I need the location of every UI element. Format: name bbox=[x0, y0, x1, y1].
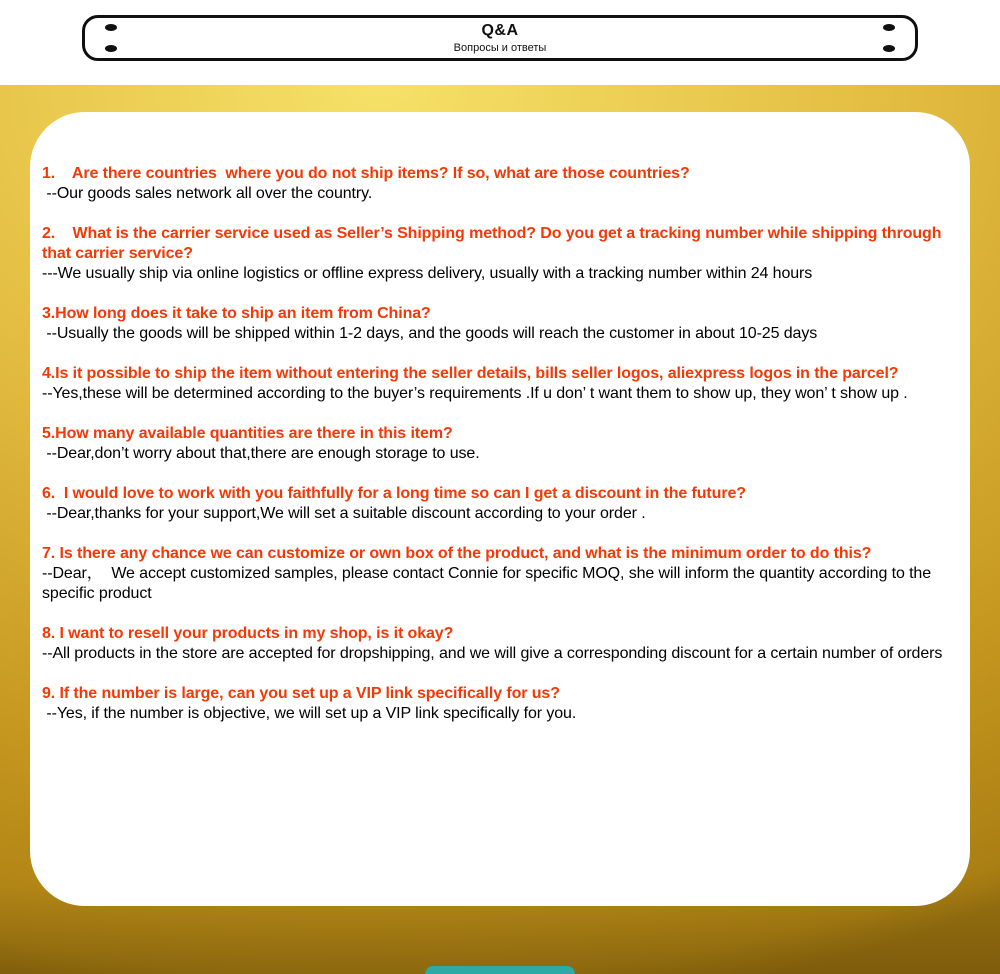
qa-header bbox=[0, 0, 1000, 85]
next-section-peek bbox=[425, 966, 575, 974]
rivet-icon bbox=[105, 45, 117, 52]
qa-answer: --Yes,these will be determined according to the buyer’s requirements .If u don’ t want them to show up, they won’ t show up . bbox=[42, 385, 908, 402]
qa-question: 8. I want to resell your products in my shop, is it okay? bbox=[42, 625, 454, 642]
qa-panel bbox=[30, 112, 970, 906]
qa-question: 4.Is it possible to ship the item without entering the seller details, bills seller logos, aliexpress logos in the parcel? bbox=[42, 365, 899, 382]
section-title: Q&A bbox=[481, 21, 519, 39]
qa-item bbox=[42, 164, 956, 204]
qa-question: 5.How many available quantities are there in this item? bbox=[42, 425, 453, 442]
qa-item bbox=[42, 484, 956, 524]
qa-title-plaque bbox=[82, 15, 918, 61]
qa-item bbox=[42, 684, 956, 724]
rivet-icon bbox=[105, 24, 117, 31]
rivet-icon bbox=[883, 45, 895, 52]
qa-answer: --Dear,thanks for your support,We will set a suitable discount according to your order . bbox=[42, 505, 646, 522]
qa-question: 3.How long does it take to ship an item from China? bbox=[42, 305, 431, 322]
qa-item bbox=[42, 224, 956, 284]
gold-background bbox=[0, 85, 1000, 974]
qa-item bbox=[42, 424, 956, 464]
qa-answer: --Yes, if the number is objective, we will set up a VIP link specifically for you. bbox=[42, 705, 577, 722]
qa-question: 1. Are there countries where you do not ship items? If so, what are those countries? bbox=[42, 165, 690, 182]
qa-question: 6. I would love to work with you faithfully for a long time so can I get a discount in the future? bbox=[42, 485, 746, 502]
qa-question: 9. If the number is large, can you set up a VIP link specifically for us? bbox=[42, 685, 560, 702]
qa-list bbox=[42, 164, 956, 724]
qa-answer: ---We usually ship via online logistics or offline express delivery, usually with a tracking number within 24 hours bbox=[42, 265, 813, 282]
qa-answer: --All products in the store are accepted for dropshipping, and we will give a corresponding discount for a certain number of orders bbox=[42, 645, 943, 662]
qa-answer: --Usually the goods will be shipped within 1-2 days, and the goods will reach the customer in about 10-25 days bbox=[42, 325, 818, 342]
qa-question: 7. Is there any chance we can customize or own box of the product, and what is the minimum order to do this? bbox=[42, 545, 872, 562]
rivet-icon bbox=[883, 24, 895, 31]
qa-answer: --Dear， We accept customized samples, please contact Connie for specific MOQ, she will inform the quantity according to the specific product bbox=[42, 565, 936, 602]
qa-item bbox=[42, 544, 956, 604]
qa-question: 2. What is the carrier service used as Seller’s Shipping method? Do you get a tracking number while shipping through that carrier service? bbox=[42, 225, 946, 262]
qa-answer: --Dear,don’t worry about that,there are enough storage to use. bbox=[42, 445, 480, 462]
qa-answer: --Our goods sales network all over the country. bbox=[42, 185, 373, 202]
qa-item bbox=[42, 304, 956, 344]
qa-item bbox=[42, 624, 956, 664]
qa-item bbox=[42, 364, 956, 404]
section-subtitle: Вопросы и ответы bbox=[453, 41, 547, 54]
